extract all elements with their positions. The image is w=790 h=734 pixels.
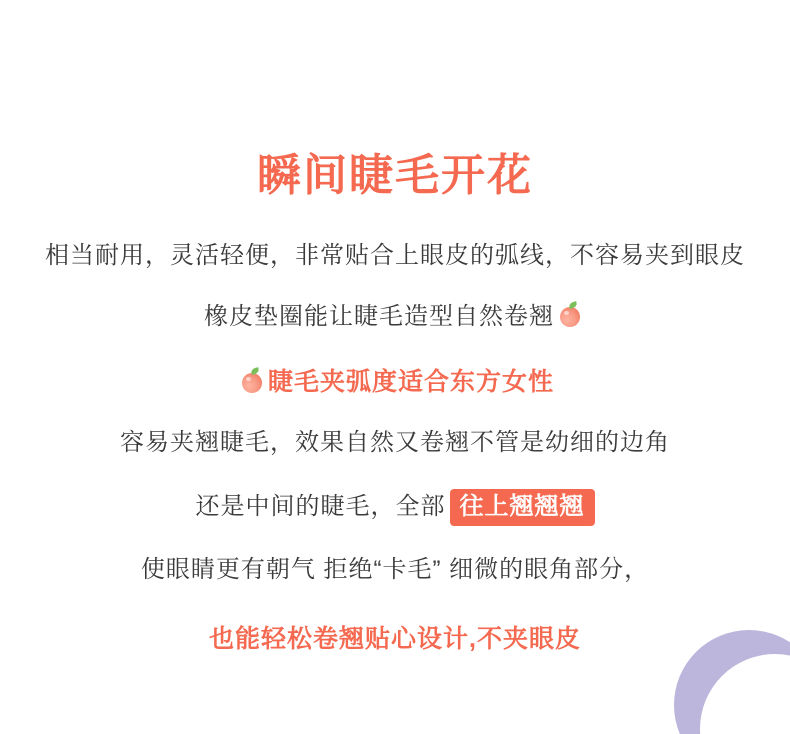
peach-icon (242, 373, 262, 393)
page-title: 瞬间睫毛开花 (257, 151, 533, 200)
highlight-badge: 往上翘翘翘 (450, 489, 595, 526)
body-line-3: 容易夹翘睫毛，效果自然又卷翘不管是幼细的边角 (120, 428, 670, 456)
subheading: 睫毛夹弧度适合东方女性 (267, 367, 554, 396)
body-line-2: 橡皮垫圈能让睫毛造型自然卷翘 (204, 303, 554, 331)
body-line-4-prefix: 还是中间的睫毛，全部 (195, 492, 446, 520)
body-line-1: 相当耐用，灵活轻便，非常贴合上眼皮的弧线，不容易夹到眼皮 (45, 241, 745, 269)
peach-icon (560, 307, 580, 327)
body-line-6-accent: 也能轻松卷翘贴心设计,不夹眼皮 (209, 624, 581, 653)
body-line-4-row (0, 484, 790, 530)
body-line-5: 使眼睛更有朝气 拒绝“卡毛” 细微的眼角部分， (140, 556, 650, 584)
subheading-row (0, 362, 790, 402)
body-line-2-row (0, 294, 790, 340)
